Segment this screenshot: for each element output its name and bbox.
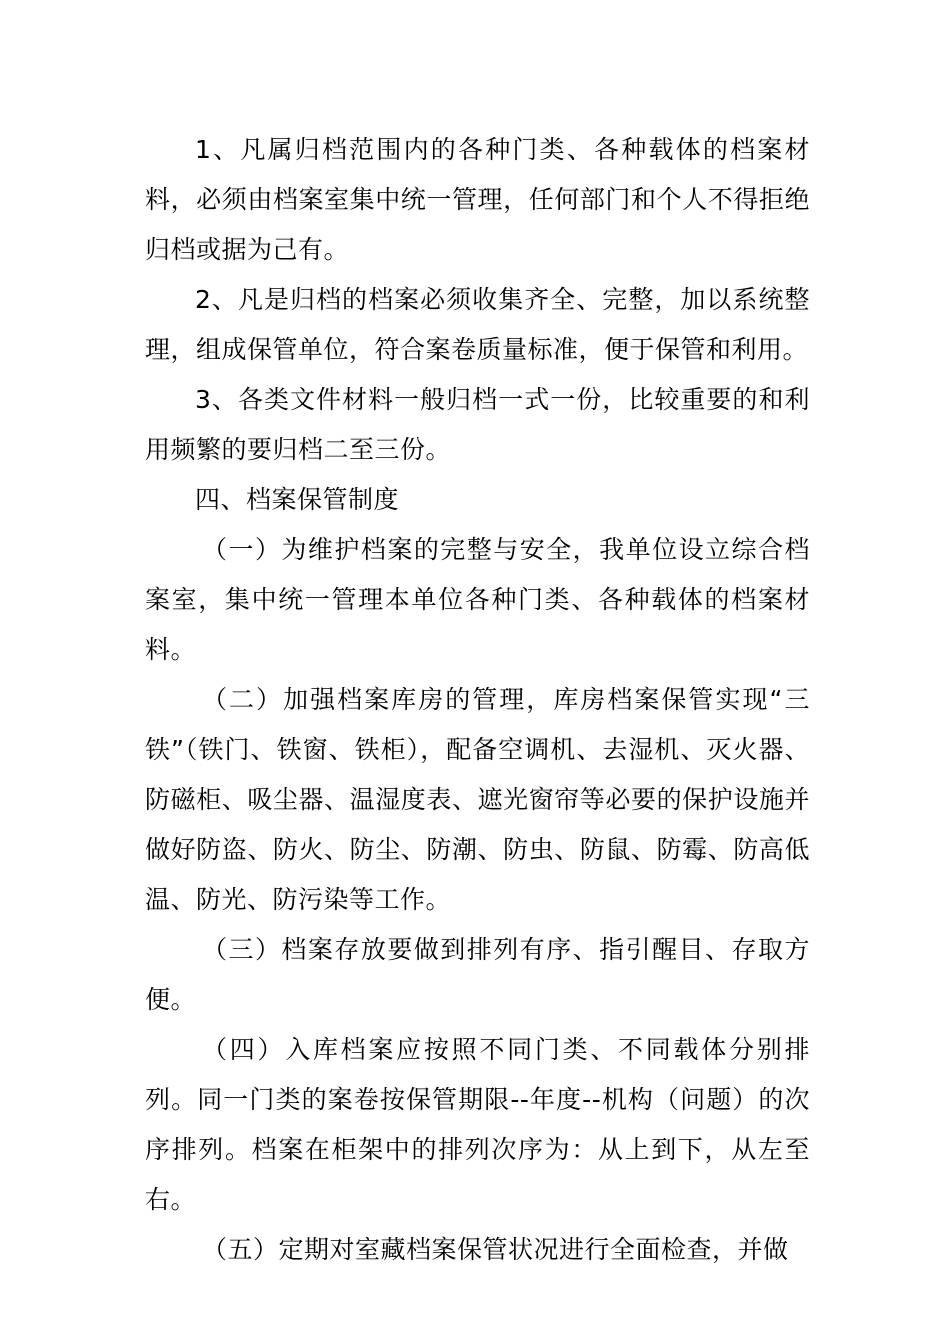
document-body bbox=[145, 125, 810, 1275]
paragraph-item-1: （一）为维护档案的完整与安全，我单位设立综合档案室，集中统一管理本单位各种门类、各种载体的档案材料。 bbox=[145, 535, 810, 664]
paragraph-item-2: （二）加强档案库房的管理，库房档案保管实现“三铁”（铁门、铁窗、铁柜），配备空调机、去湿机、灭火器、防磁柜、吸尘器、温湿度表、遮光窗帘等必要的保护设施并做好防盗、防火、防尘、防潮、防虫、防鼠、防霉、防高低温、防光、防污染等工作。 bbox=[145, 685, 810, 914]
paragraph-rule-2: 2、凡是归档的档案必须收集齐全、完整，加以系统整理，组成保管单位，符合案卷质量标准，便于保管和利用。 bbox=[145, 285, 810, 364]
paragraph-item-4: （四）入库档案应按照不同门类、不同载体分别排列。同一门类的案卷按保管期限--年度--机构（问题）的次序排列。档案在柜架中的排列次序为：从上到下，从左至右。 bbox=[145, 1035, 810, 1214]
paragraph-item-3: （三）档案存放要做到排列有序、指引醒目、存取方便。 bbox=[145, 935, 810, 1014]
section-heading-4: 四、档案保管制度 bbox=[195, 485, 400, 514]
paragraph-rule-1: 1、凡属归档范围内的各种门类、各种载体的档案材料，必须由档案室集中统一管理，任何部门和个人不得拒绝归档或据为己有。 bbox=[145, 135, 810, 264]
paragraph-item-5: （五）定期对室藏档案保管状况进行全面检查，并做 bbox=[202, 1235, 789, 1264]
paragraph-rule-3: 3、各类文件材料一般归档一式一份，比较重要的和利用频繁的要归档二至三份。 bbox=[145, 385, 810, 464]
